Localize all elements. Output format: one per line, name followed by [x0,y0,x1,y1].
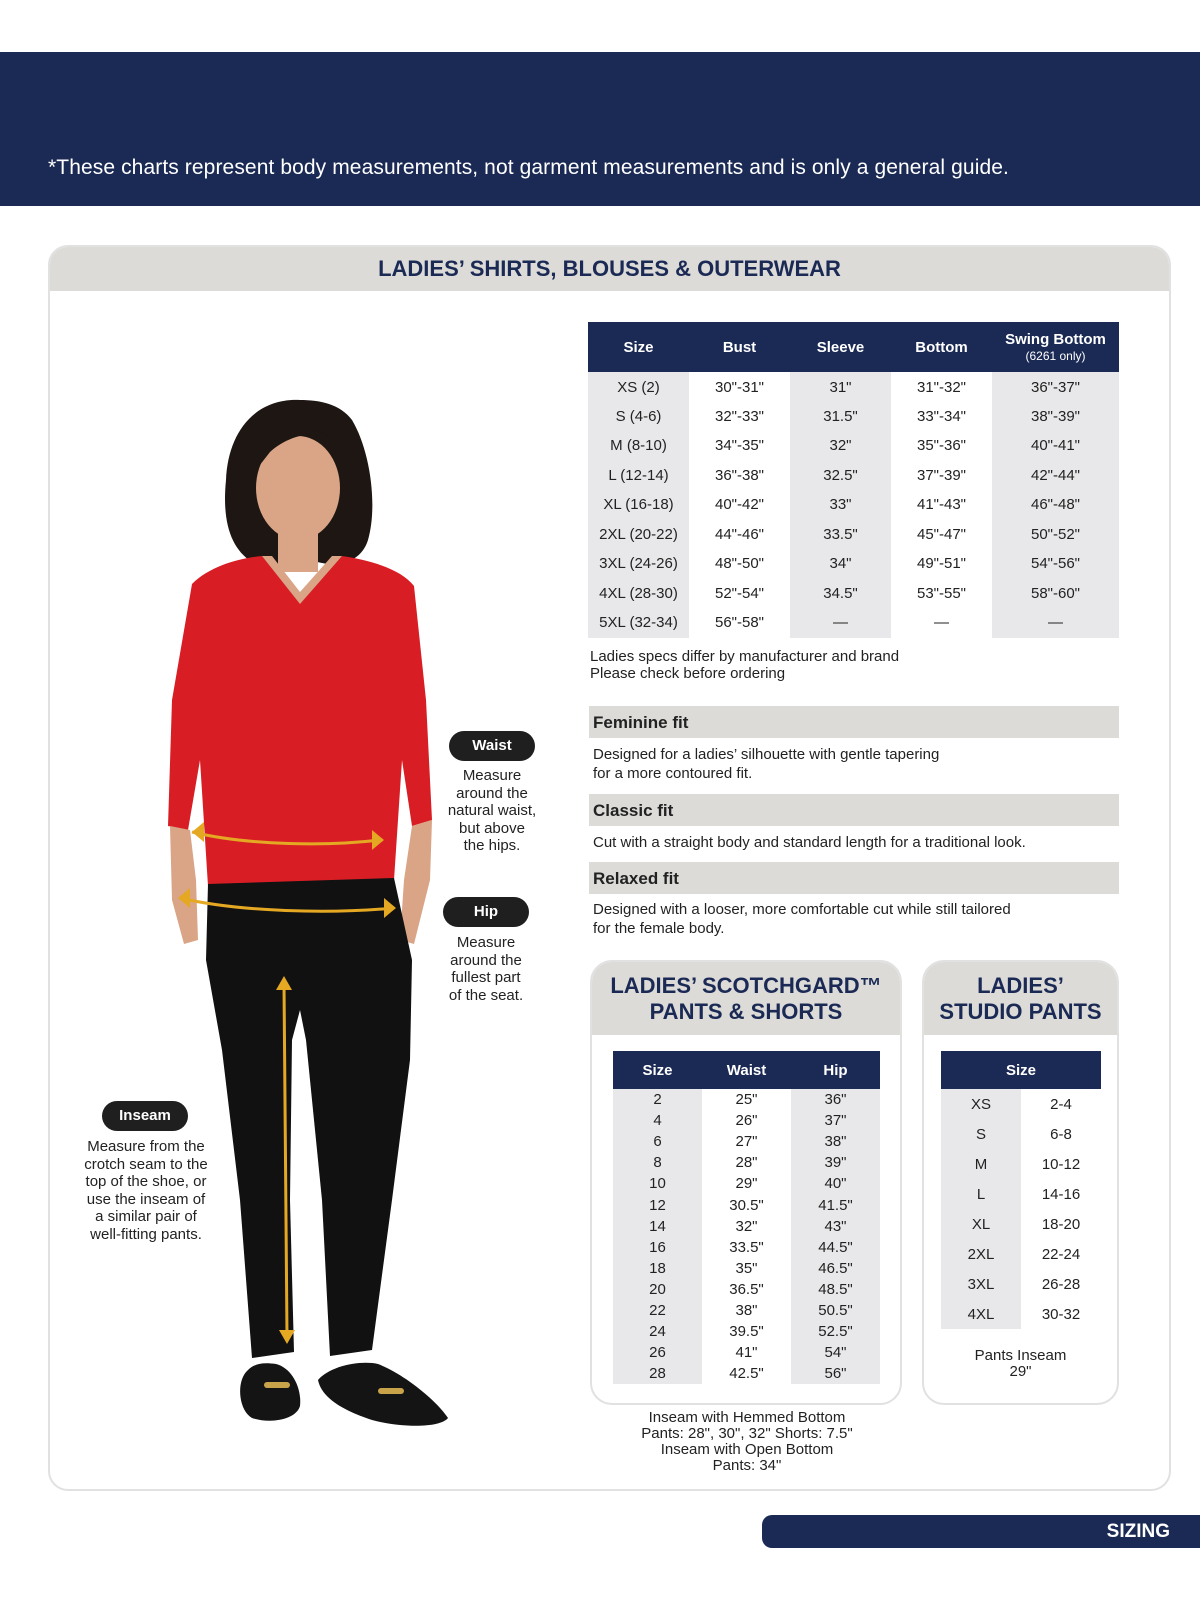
table-cell: 10-12 [1041,1155,1081,1173]
table-cell: 40"-41" [992,431,1119,461]
scotchgard-pants-card [590,960,902,1405]
table-row [613,1194,880,1215]
table-cell: 33.5" [790,520,891,550]
relaxed-fit-title: Relaxed fit [589,862,1119,894]
table-row [941,1089,1101,1119]
table-row [941,1209,1101,1239]
table-cell: 41"-43" [916,496,966,514]
table-cell: 39" [791,1152,880,1173]
classic-fit-description: Cut with a straight body and standard length for a traditional look. [593,834,1026,851]
table-cell: 32.5" [790,461,891,491]
table-cell: 14 [613,1216,702,1237]
header-hip: Hip [791,1051,880,1089]
table-cell: L (12-14) [588,461,689,491]
swing-bottom-note: (6261 only) [1025,349,1086,363]
top-banner [0,52,1200,206]
table-cell: 49"-51" [916,555,966,573]
table-row [613,1258,880,1279]
table-row [588,549,1119,579]
scotchgard-size-table [613,1051,880,1384]
table-cell: 30.5" [729,1196,764,1214]
table-cell: 22-24 [1041,1245,1081,1263]
table-row [588,490,1119,520]
table-cell: 53"-55" [916,584,966,602]
table-cell: 50"-52" [992,520,1119,550]
table-cell: 24 [613,1321,702,1342]
table-cell: 6-8 [1050,1125,1072,1143]
table-cell: 29" [735,1175,758,1193]
classic-fit-title: Classic fit [589,794,1119,826]
table-cell: 8 [613,1152,702,1173]
table-cell: 12 [613,1194,702,1215]
table-cell: 43" [791,1216,880,1237]
table-row [613,1321,880,1342]
table-row [588,431,1119,461]
table-row [613,1363,880,1384]
inseam-note: Inseam with Hemmed Bottom Pants: 28", 30", 32" Shorts: 7.5" Inseam with Open Bottom Pants: 34" [641,1409,853,1474]
table-cell: 42"-44" [992,461,1119,491]
table-row [613,1152,880,1173]
header-size: Size [588,322,689,372]
table-cell: 33"-34" [916,407,966,425]
table-cell: 20 [613,1279,702,1300]
feminine-fit-description: Designed for a ladies’ silhouette with gentle tapering for a more contoured fit. [593,746,940,782]
table-cell: 36.5" [729,1280,764,1298]
black-pants [206,878,412,1358]
red-shirt [168,556,432,892]
table-cell: 33.5" [729,1238,764,1256]
model-illustration [150,395,460,1435]
table-cell: 38" [791,1131,880,1152]
table-cell: 33" [790,490,891,520]
table-cell: 31.5" [790,402,891,432]
waist-label: Waist [449,731,535,761]
table-cell: — [992,608,1119,638]
table-cell: 41.5" [791,1194,880,1215]
table-cell: 31"-32" [916,379,966,397]
table-cell: 26" [735,1112,758,1130]
waist-description: Measure around the natural waist, but above the hips. [447,767,537,854]
table-cell: 52.5" [791,1321,880,1342]
table-cell: 40" [791,1173,880,1194]
table-cell: 36"-37" [992,372,1119,402]
table-cell: M (8-10) [588,431,689,461]
table-cell: 48.5" [791,1279,880,1300]
table-row [941,1149,1101,1179]
table-cell: 46.5" [791,1258,880,1279]
table-cell: 28" [735,1154,758,1172]
studio-title: LADIES’ STUDIO PANTS [924,962,1117,1035]
table-cell: 28 [613,1363,702,1384]
right-shoe [318,1363,448,1426]
header-swing-bottom: Swing Bottom (6261 only) [992,322,1119,372]
studio-size-table [941,1051,1101,1329]
table-row [613,1131,880,1152]
table-cell: 38" [735,1301,758,1319]
table-cell: 30-32 [1041,1305,1081,1323]
table-cell: 45"-47" [916,525,966,543]
table-cell: 10 [613,1173,702,1194]
table-cell: 2XL (20-22) [588,520,689,550]
shirts-size-table [588,322,1119,638]
table-row [941,1299,1101,1329]
table-cell: 3XL [941,1269,1021,1299]
header-size: Size [613,1051,702,1089]
table-row [613,1110,880,1131]
table-row [613,1300,880,1321]
feminine-fit-title: Feminine fit [589,706,1119,738]
table-cell: S [941,1119,1021,1149]
table-cell: 14-16 [1041,1185,1081,1203]
table-cell: 2 [613,1089,702,1110]
header-bust: Bust [689,322,790,372]
card-header [50,247,1169,291]
scotchgard-title: LADIES’ SCOTCHGARD™ PANTS & SHORTS [592,962,900,1035]
table-row [941,1179,1101,1209]
shirts-title: LADIES’ SHIRTS, BLOUSES & OUTERWEAR [378,256,841,281]
header-sleeve: Sleeve [790,322,891,372]
table-cell: 4XL [941,1299,1021,1329]
table-cell: 58"-60" [992,579,1119,609]
table-cell: 37"-39" [916,466,966,484]
table-cell: 25" [735,1091,758,1109]
table-cell: 5XL (32-34) [588,608,689,638]
table-cell: 22 [613,1300,702,1321]
table-cell: 37" [791,1110,880,1131]
header-size: Size [941,1051,1101,1089]
table-cell: 4XL (28-30) [588,579,689,609]
header-bottom: Bottom [891,322,992,372]
table-cell: 50.5" [791,1300,880,1321]
spec-note: Ladies specs differ by manufacturer and brand Please check before ordering [590,648,900,682]
table-row [941,1269,1101,1299]
table-row [588,520,1119,550]
table-cell: 32" [790,431,891,461]
table-cell: XS [941,1089,1021,1119]
table-cell: 34.5" [790,579,891,609]
hip-label: Hip [443,897,529,927]
table-row [941,1239,1101,1269]
table-cell: M [941,1149,1021,1179]
table-cell: 34" [790,549,891,579]
table-cell: 30"-31" [714,379,764,397]
table-cell: L [941,1179,1021,1209]
table-cell: 44.5" [791,1237,880,1258]
table-cell: 34"-35" [714,437,764,455]
table-cell: 4 [613,1110,702,1131]
table-cell: XL [941,1209,1021,1239]
inseam-label: Inseam [102,1101,188,1131]
table-cell: 6 [613,1131,702,1152]
table-cell: XL (16-18) [588,490,689,520]
table-cell: — [790,608,891,638]
table-cell: 44"-46" [714,525,764,543]
table-cell: S (4-6) [588,402,689,432]
table-cell: XS (2) [588,372,689,402]
table-row [613,1237,880,1258]
table-cell: 41" [735,1344,758,1362]
table-cell: 31" [790,372,891,402]
table-cell: 32" [735,1217,758,1235]
table-row [588,402,1119,432]
table-cell: 36" [791,1089,880,1110]
table-cell: 26 [613,1342,702,1363]
relaxed-fit-description: Designed with a looser, more comfortable cut while still tailored for the female body. [593,901,1011,937]
table-header-row [588,322,1119,372]
table-cell: 26-28 [1041,1275,1081,1293]
table-cell: 2XL [941,1239,1021,1269]
disclaimer-note: *These charts represent body measurements, not garment measurements and is only a general guide. [48,156,1009,179]
table-row [588,461,1119,491]
table-cell: 2-4 [1050,1095,1072,1113]
footer-bar [762,1515,1200,1548]
table-cell: — [934,614,949,632]
table-cell: 54"-56" [992,549,1119,579]
table-cell: 54" [791,1342,880,1363]
table-row [588,608,1119,638]
table-cell: 16 [613,1237,702,1258]
inseam-description: Measure from the crotch seam to the top of the shoe, or use the inseam of a similar pair of well-fitting pants. [84,1138,208,1243]
table-cell: 35" [735,1259,758,1277]
table-row [613,1089,880,1110]
table-cell: 27" [735,1133,758,1151]
table-cell: 52"-54" [714,584,764,602]
table-cell: 32"-33" [714,407,764,425]
table-cell: 38"-39" [992,402,1119,432]
table-cell: 18-20 [1041,1215,1081,1233]
table-row [941,1119,1101,1149]
table-cell: 36"-38" [714,466,764,484]
table-row [613,1173,880,1194]
table-row [613,1342,880,1363]
table-cell: 39.5" [729,1323,764,1341]
studio-pants-card [922,960,1119,1405]
studio-inseam-note: Pants Inseam 29" [974,1347,1067,1380]
table-row [588,579,1119,609]
table-row [588,372,1119,402]
table-cell: 56" [791,1363,880,1384]
table-cell: 40"-42" [714,496,764,514]
footer-label: SIZING [1106,1521,1170,1542]
table-cell: 3XL (24-26) [588,549,689,579]
table-row [613,1216,880,1237]
left-shoe [240,1363,300,1420]
table-row [613,1279,880,1300]
header-waist: Waist [702,1051,791,1089]
table-cell: 46"-48" [992,490,1119,520]
table-cell: 42.5" [729,1365,764,1383]
table-cell: 48"-50" [714,555,764,573]
table-cell: 35"-36" [916,437,966,455]
table-cell: 56"-58" [714,614,764,632]
hip-description: Measure around the fullest part of the seat. [448,934,524,1004]
table-cell: 18 [613,1258,702,1279]
